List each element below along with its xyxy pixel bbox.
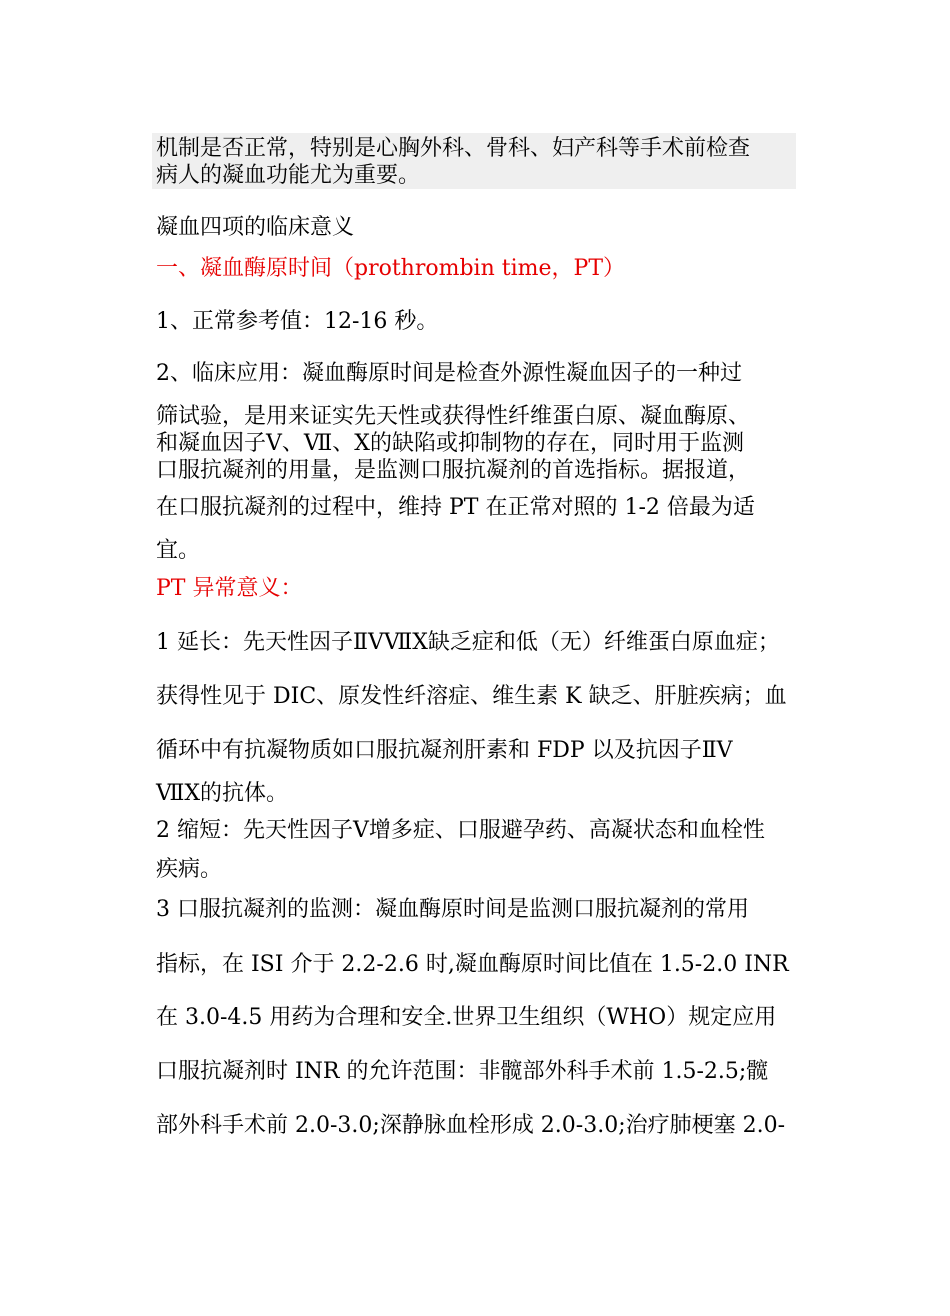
abnormal-heading: PT 异常意义： — [156, 576, 303, 601]
prolong-line: 循环中有抗凝物质如口服抗凝剂肝素和 FDP 以及抗因子ⅡⅤ — [156, 738, 733, 763]
prolong-line: 1 延长：先天性因子ⅡⅤⅦⅩ缺乏症和低（无）纤维蛋白原血症； — [156, 630, 780, 655]
prolong-line: 获得性见于 DIC、原发性纤溶症、维生素 K 缺乏、肝脏疾病；血 — [156, 684, 787, 709]
normal-value: 1、正常参考值：12-16 秒。 — [156, 309, 439, 334]
clinical-line: 在口服抗凝剂的过程中，维持 PT 在正常对照的 1-2 倍最为适 — [156, 495, 755, 520]
clinical-line: 2、临床应用：凝血酶原时间是检查外源性凝血因子的一种过 — [156, 361, 742, 386]
clinical-line: 筛试验，是用来证实先天性或获得性纤维蛋白原、凝血酶原、 — [156, 404, 751, 429]
shorten-line: 疾病。 — [156, 857, 223, 882]
monitor-line: 指标，在 ISI 介于 2.2-2.6 时,凝血酶原时间比值在 1.5-2.0 INR — [156, 952, 789, 977]
intro-line: 病人的凝血功能尤为重要。 — [156, 163, 421, 188]
clinical-line: 和凝血因子Ⅴ、Ⅶ、Ⅹ的缺陷或抑制物的存在，同时用于监测 — [156, 431, 744, 456]
clinical-line: 宜。 — [156, 538, 201, 563]
intro-line: 机制是否正常，特别是心胸外科、骨科、妇产科等手术前检查 — [156, 136, 751, 161]
monitor-line: 3 口服抗凝剂的监测：凝血酶原时间是监测口服抗凝剂的常用 — [156, 897, 749, 922]
prolong-line: ⅦⅩ的抗体。 — [156, 781, 289, 806]
shorten-line: 2 缩短：先天性因子Ⅴ增多症、口服避孕药、高凝状态和血栓性 — [156, 818, 765, 843]
pt-heading: 一、凝血酶原时间（prothrombin time，PT） — [156, 256, 625, 281]
monitor-line: 在 3.0-4.5 用药为合理和安全.世界卫生组织（WHO）规定应用 — [156, 1005, 777, 1030]
monitor-line: 部外科手术前 2.0-3.0;深静脉血栓形成 2.0-3.0;治疗肺梗塞 2.0- — [156, 1113, 786, 1138]
section-title: 凝血四项的临床意义 — [156, 215, 355, 240]
clinical-line: 口服抗凝剂的用量，是监测口服抗凝剂的首选指标。据报道， — [156, 458, 751, 483]
monitor-line: 口服抗凝剂时 INR 的允许范围：非髋部外科手术前 1.5-2.5;髋 — [156, 1059, 769, 1084]
